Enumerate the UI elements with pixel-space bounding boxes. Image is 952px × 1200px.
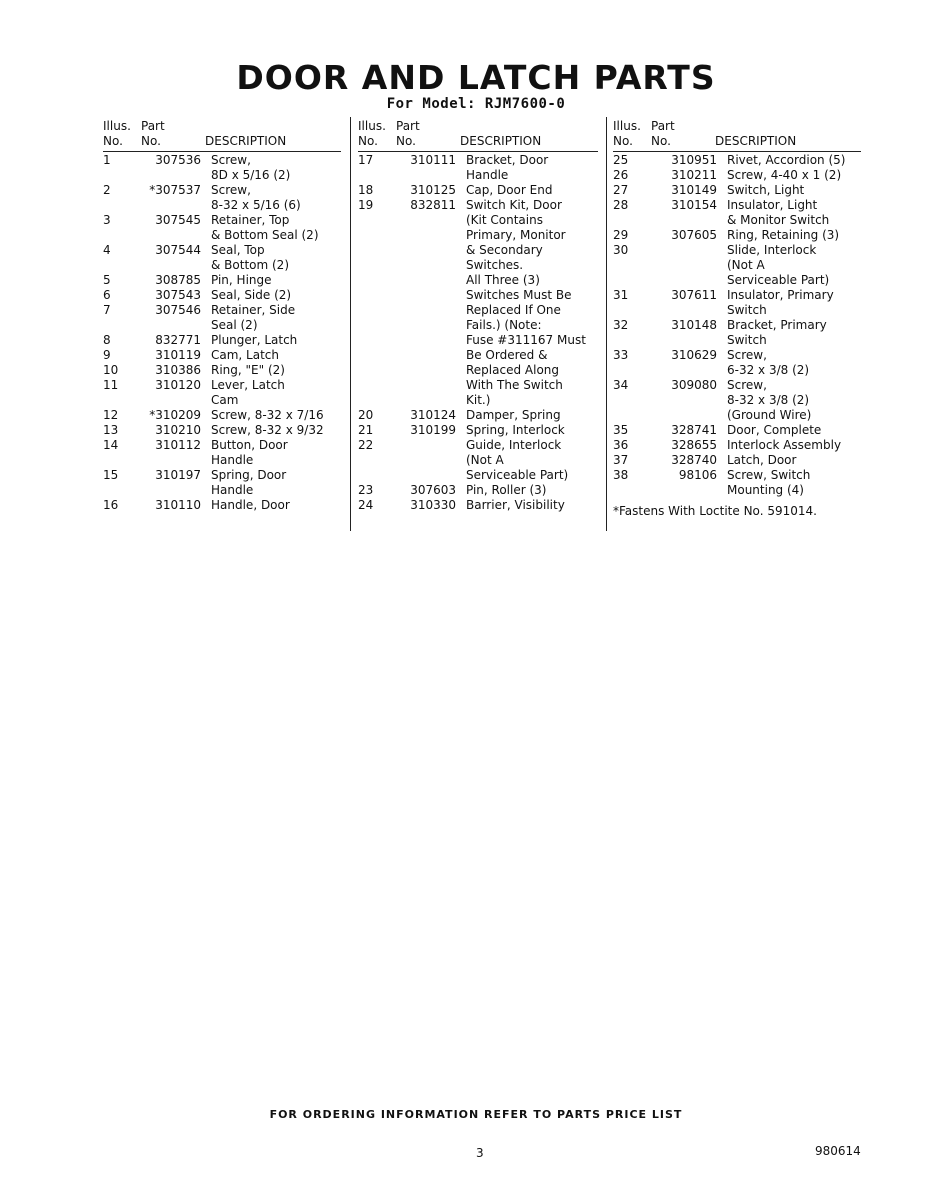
part-number: 310148 [671,318,717,332]
illus-number: 31 [613,288,629,302]
part-description: Spring, Door Handle [211,468,287,497]
header-part-no-label: No. [396,134,416,148]
column-divider [606,117,607,531]
part-number: *307537 [149,183,201,197]
header-part-no-label: No. [141,134,161,148]
parts-row [103,378,341,408]
part-number: 310629 [671,348,717,362]
part-description: Retainer, Top & Bottom Seal (2) [211,213,319,242]
page-number: 3 [476,1146,484,1160]
illus-number: 15 [103,468,119,482]
illus-number: 5 [103,273,111,287]
part-number: 307605 [671,228,717,242]
illus-number: 2 [103,183,111,197]
part-description: Button, Door Handle [211,438,288,467]
part-description: Switch Kit, Door (Kit Contains Primary, Monitor & Secondary Switches. All Three (3) Switches Must Be Replaced If One Fails.) (Note: Fuse #311167 Must Be Ordered & Replaced Along With The Switch Kit.) [466,198,586,407]
header-description-label: DESCRIPTION [715,134,797,148]
parts-row [103,303,341,333]
part-description: Ring, Retaining (3) [727,228,840,242]
part-number: 98106 [678,468,717,482]
parts-row [103,423,341,438]
model-subtitle: For Model: RJM7600-0 [386,96,566,112]
parts-row [613,453,861,468]
part-description: Screw, 8D x 5/16 (2) [211,153,291,182]
illus-number: 6 [103,288,111,302]
part-description: Screw, 8-32 x 3/8 (2) (Ground Wire) [727,378,812,422]
illus-number: 4 [103,243,111,257]
part-description: Ring, "E" (2) [211,363,285,377]
part-description: Pin, Roller (3) [466,483,547,497]
parts-row [103,183,341,213]
illus-number: 28 [613,198,629,212]
illus-number: 17 [358,153,374,167]
illus-number: 32 [613,318,629,332]
part-number: 310119 [155,348,201,362]
part-description: Cam, Latch [211,348,279,362]
parts-row [358,183,598,198]
part-number: 328741 [671,423,717,437]
part-number: 307546 [155,303,201,317]
part-description: Door, Complete [727,423,822,437]
part-number: 310211 [671,168,717,182]
illus-number: 13 [103,423,119,437]
parts-row [613,468,861,498]
parts-row [358,438,598,483]
header-part-label: Part [651,119,675,133]
parts-row [613,183,861,198]
part-description: Pin, Hinge [211,273,272,287]
part-number: 832771 [155,333,201,347]
parts-row [613,288,861,318]
part-description: Lever, Latch Cam [211,378,285,407]
parts-row [358,408,598,423]
part-description: Insulator, Primary Switch [727,288,834,317]
parts-row [613,438,861,453]
part-description: Switch, Light [727,183,805,197]
header-description-label: DESCRIPTION [205,134,287,148]
part-number: 310112 [155,438,201,452]
part-description: Retainer, Side Seal (2) [211,303,296,332]
parts-row [358,423,598,438]
parts-row [103,408,341,423]
parts-row [358,498,598,513]
illus-number: 14 [103,438,119,452]
part-number: 310124 [410,408,456,422]
header-part-label: Part [141,119,165,133]
part-description: Insulator, Light & Monitor Switch [727,198,830,227]
illus-number: 30 [613,243,629,257]
part-number: 310197 [155,468,201,482]
header-illus-label: Illus. [613,119,641,133]
header-illus-no-label: No. [358,134,378,148]
part-description: Screw, Switch Mounting (4) [727,468,811,497]
part-number: 310111 [410,153,456,167]
column-header [613,117,861,152]
parts-row [103,468,341,498]
part-number: 307543 [155,288,201,302]
header-illus-no-label: No. [103,134,123,148]
parts-column-3 [613,117,861,519]
part-description: Handle, Door [211,498,290,512]
parts-row [358,153,598,183]
illus-number: 38 [613,468,629,482]
part-description: Screw, 8-32 x 5/16 (6) [211,183,301,212]
column-header [358,117,598,152]
part-number: 309080 [671,378,717,392]
illus-number: 34 [613,378,629,392]
parts-row [103,348,341,363]
document-number: 980614 [815,1144,861,1158]
parts-row [613,348,861,378]
illus-number: 20 [358,408,374,422]
part-number: 310149 [671,183,717,197]
illus-number: 9 [103,348,111,362]
parts-row [103,333,341,348]
header-part-label: Part [396,119,420,133]
illus-number: 19 [358,198,374,212]
parts-row [358,198,598,408]
header-description-label: DESCRIPTION [460,134,542,148]
illus-number: 3 [103,213,111,227]
part-description: Screw, 6-32 x 3/8 (2) [727,348,810,377]
ordering-footer: FOR ORDERING INFORMATION REFER TO PARTS PRICE LIST [269,1108,683,1121]
header-illus-label: Illus. [358,119,386,133]
parts-row [358,483,598,498]
parts-row [613,423,861,438]
part-number: 307603 [410,483,456,497]
part-description: Interlock Assembly [727,438,842,452]
illus-number: 26 [613,168,629,182]
illus-number: 21 [358,423,374,437]
part-description: Plunger, Latch [211,333,298,347]
part-description: Screw, 4-40 x 1 (2) [727,168,842,182]
illus-number: 18 [358,183,374,197]
parts-row [613,153,861,168]
illus-number: 10 [103,363,119,377]
parts-column-2 [358,117,598,513]
parts-row [613,243,861,288]
illus-number: 23 [358,483,374,497]
part-description: Cap, Door End [466,183,553,197]
part-description: Damper, Spring [466,408,561,422]
illus-number: 12 [103,408,119,422]
illus-number: 35 [613,423,629,437]
parts-row [613,168,861,183]
part-description: Bracket, Primary Switch [727,318,827,347]
parts-row [103,273,341,288]
part-description: Bracket, Door Handle [466,153,549,182]
part-number: 328655 [671,438,717,452]
illus-number: 8 [103,333,111,347]
parts-row [103,288,341,303]
parts-row [613,378,861,423]
footnote: *Fastens With Loctite No. 591014. [613,504,817,518]
illus-number: 25 [613,153,629,167]
illus-number: 33 [613,348,629,362]
part-description: Screw, 8-32 x 7/16 [211,408,324,422]
part-number: 307545 [155,213,201,227]
part-number: 832811 [410,198,456,212]
part-description: Latch, Door [727,453,797,467]
illus-number: 24 [358,498,374,512]
part-number: 310154 [671,198,717,212]
parts-row [103,243,341,273]
illus-number: 37 [613,453,629,467]
part-description: Barrier, Visibility [466,498,565,512]
part-description: Spring, Interlock [466,423,565,437]
parts-row [613,318,861,348]
part-number: 308785 [155,273,201,287]
parts-row [613,228,861,243]
illus-number: 29 [613,228,629,242]
parts-column-1 [103,117,341,513]
illus-number: 36 [613,438,629,452]
part-number: 310210 [155,423,201,437]
part-number: 310199 [410,423,456,437]
parts-row [613,198,861,228]
part-description: Seal, Side (2) [211,288,292,302]
part-number: 307544 [155,243,201,257]
part-description: Screw, 8-32 x 9/32 [211,423,324,437]
part-number: 328740 [671,453,717,467]
part-description: Seal, Top & Bottom (2) [211,243,289,272]
header-illus-label: Illus. [103,119,131,133]
illus-number: 16 [103,498,119,512]
part-number: 310125 [410,183,456,197]
part-description: Guide, Interlock (Not A Serviceable Part) [466,438,569,482]
parts-row [103,498,341,513]
parts-row [103,363,341,378]
part-number: 310110 [155,498,201,512]
parts-row [103,153,341,183]
parts-row [103,213,341,243]
part-description: Slide, Interlock (Not A Serviceable Part) [727,243,830,287]
part-number: 310951 [671,153,717,167]
illus-number: 7 [103,303,111,317]
parts-row [103,438,341,468]
illus-number: 27 [613,183,629,197]
part-number: 307611 [671,288,717,302]
column-divider [350,117,351,531]
illus-number: 11 [103,378,119,392]
illus-number: 1 [103,153,111,167]
header-illus-no-label: No. [613,134,633,148]
part-number: 307536 [155,153,201,167]
part-number: *310209 [149,408,201,422]
part-number: 310386 [155,363,201,377]
column-header [103,117,341,152]
part-number: 310330 [410,498,456,512]
illus-number: 22 [358,438,374,452]
part-number: 310120 [155,378,201,392]
header-part-no-label: No. [651,134,671,148]
page-title: DOOR AND LATCH PARTS [236,58,716,97]
part-description: Rivet, Accordion (5) [727,153,846,167]
